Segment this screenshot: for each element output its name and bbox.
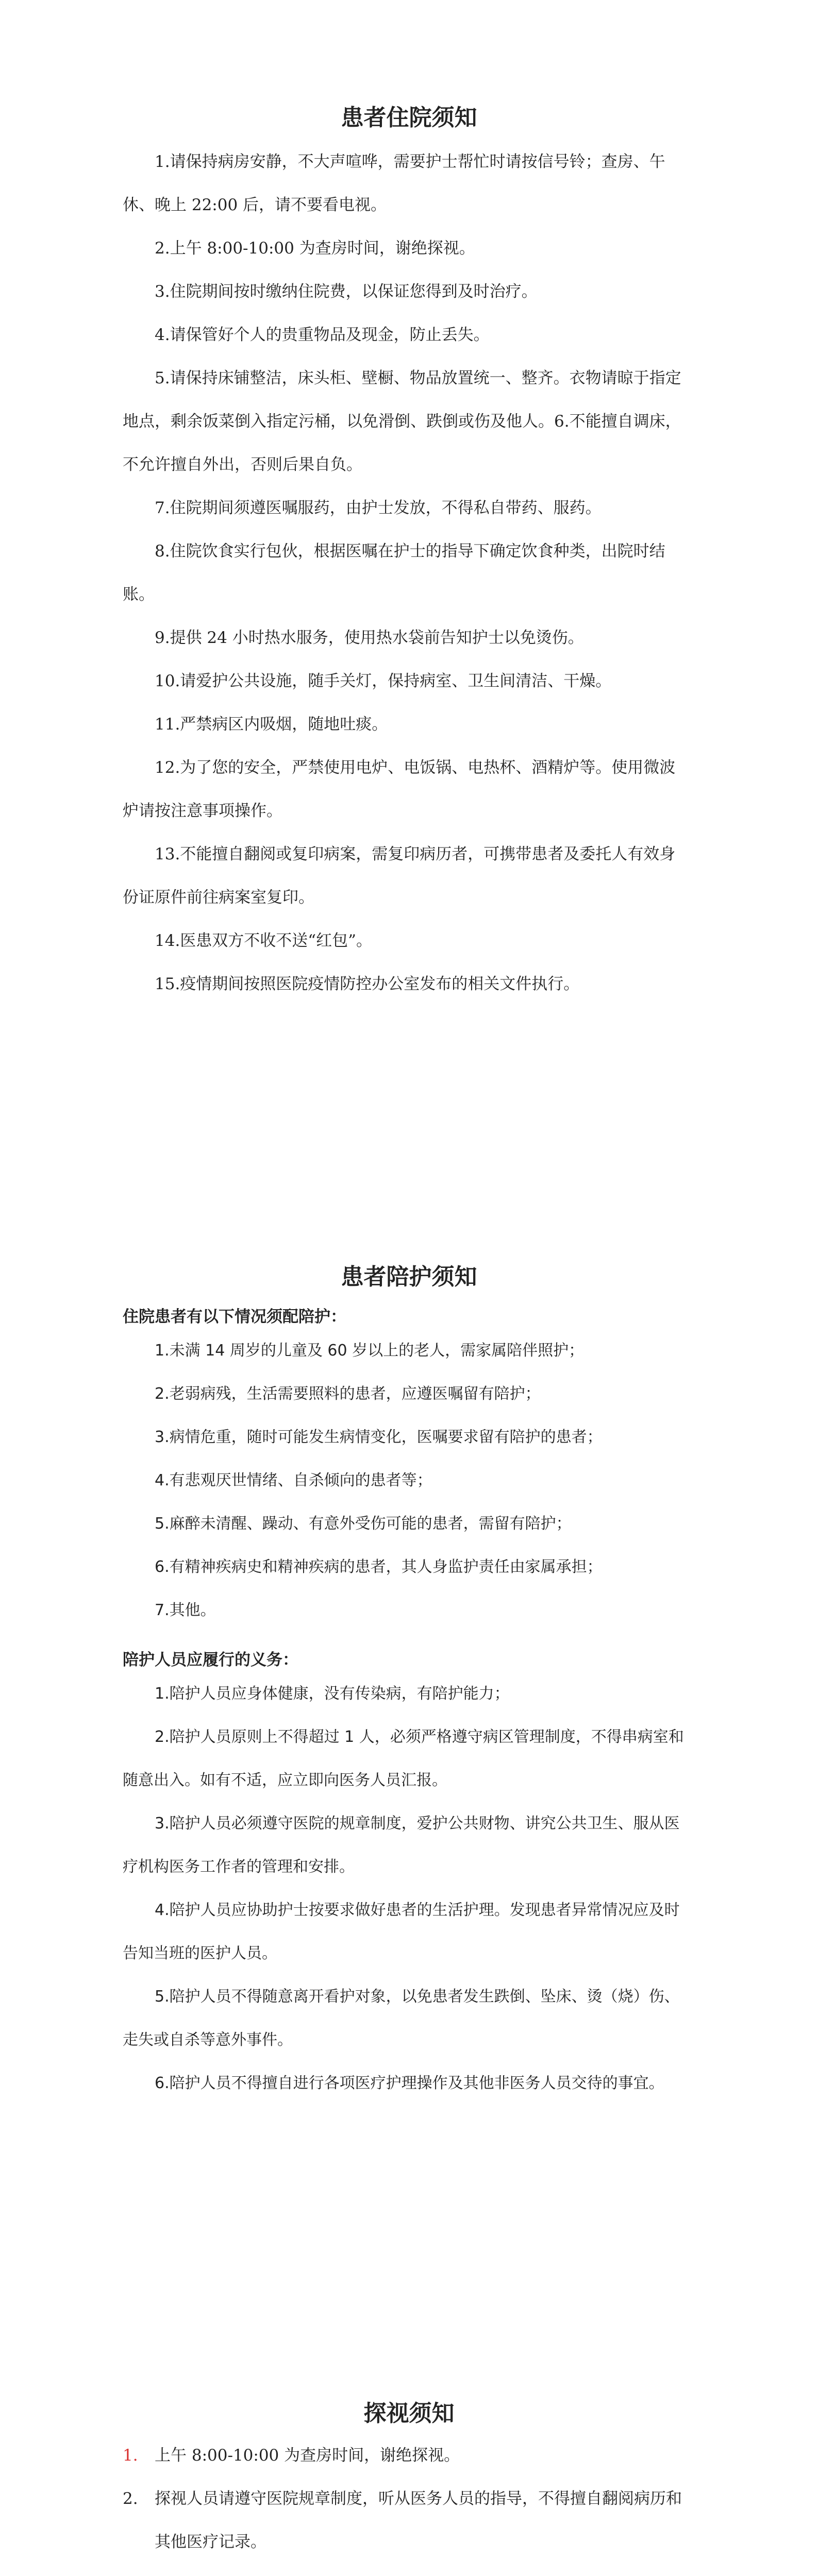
escort-duty-6: 6.陪护人员不得擅自进行各项医疗护理操作及其他非医务人员交待的事宜。: [155, 2074, 664, 2092]
visiting-rule-3-number: [123, 2564, 155, 2576]
inpatient-rule-3: 3.住院期间按时缴纳住院费，以保证您得到及时治疗。: [155, 282, 538, 301]
inpatient-rule-13: 13.不能擅自翻阅或复印病案，需复印病历者，可携带患者及委托人有效身份证原件前往病案室复印。: [123, 845, 676, 907]
escort-condition-5: 5.麻醉未清醒、躁动、有意外受伤可能的患者，需留有陪护；: [155, 1515, 572, 1533]
inpatient-rule-1: 1.请保持病房安静，不大声喧哗，需要护士帮忙时请按信号铃；查房、午休、晚上 22:00 后，请不要看电视。: [123, 152, 665, 214]
escort-condition-3: 3.病情危重，随时可能发生病情变化，医嘱要求留有陪护的患者；: [155, 1428, 603, 1446]
visiting-rule-2-number: 2.: [123, 2489, 138, 2508]
escort-duty-5: 5.陪护人员不得随意离开看护对象，以免患者发生跌倒、坠床、烫（烧）伤、走失或自杀等意外事件。: [123, 1988, 680, 2049]
escort-duties-heading: 陪护人员应履行的义务：: [123, 1651, 298, 1669]
escort-condition-6: 6.有精神疾病史和精神疾病的患者，其人身监护责任由家属承担；: [155, 1558, 603, 1576]
escort-duty-4: 4.陪护人员应协助护士按要求做好患者的生活护理。发现患者异常情况应及时告知当班的医护人员。: [123, 1901, 680, 1962]
escort-notice-title: 患者陪护须知: [341, 1264, 477, 1290]
visiting-rule-1: [123, 2434, 691, 2477]
escort-duty-2: 2.陪护人员原则上不得超过 1 人，必须严格遵守病区管理制度，不得串病室和随意出入。如有不适，应立即向医务人员汇报。: [123, 1728, 684, 1789]
visiting-rule-1-text: 上午 8:00-10:00 为查房时间，谢绝探视。: [155, 2446, 460, 2465]
visiting-rule-2: [123, 2477, 691, 2564]
inpatient-rule-12: 12.为了您的安全，严禁使用电炉、电饭锅、电热杯、酒精炉等。使用微波炉请按注意事项操作。: [123, 758, 676, 820]
inpatient-rule-9: 9.提供 24 小时热水服务，使用热水袋前告知护士以免烫伤。: [155, 629, 584, 647]
visiting-rule-2-text: 探视人员请遵守医院规章制度，听从医务人员的指导，不得擅自翻阅病历和其他医疗记录。: [155, 2489, 682, 2551]
escort-condition-4: 4.有悲观厌世情绪、自杀倾向的患者等；: [155, 1471, 432, 1489]
escort-duty-3: 3.陪护人员必须遵守医院的规章制度，爱护公共财物、讲究公共卫生、服从医疗机构医务工作者的管理和安排。: [123, 1815, 680, 1876]
inpatient-rule-10: 10.请爱护公共设施，随手关灯，保持病室、卫生间清洁、干燥。: [155, 672, 612, 690]
escort-conditions-heading: 住院患者有以下情况须配陪护：: [123, 1308, 346, 1326]
inpatient-rule-14: 14.医患双方不收不送“红包”。: [155, 931, 372, 950]
escort-condition-1: 1.未满 14 周岁的儿童及 60 岁以上的老人，需家属陪伴照护；: [155, 1342, 585, 1360]
escort-condition-7: 7.其他。: [155, 1601, 216, 1619]
escort-condition-2: 2.老弱病残，生活需要照料的患者，应遵医嘱留有陪护；: [155, 1385, 541, 1403]
visiting-rule-3: [123, 2564, 691, 2576]
inpatient-notice-title: 患者住院须知: [341, 105, 477, 131]
inpatient-rule-2: 2.上午 8:00-10:00 为查房时间，谢绝探视。: [155, 239, 475, 258]
inpatient-rule-4: 4.请保管好个人的贵重物品及现金，防止丢失。: [155, 326, 490, 344]
visiting-rule-1-number: 1.: [123, 2446, 138, 2465]
inpatient-rule-7: 7.住院期间须遵医嘱服药，由护士发放，不得私自带药、服药。: [155, 499, 602, 517]
visiting-notice-title: 探视须知: [363, 2400, 455, 2427]
inpatient-rule-11: 11.严禁病区内吸烟，随地吐痰。: [155, 715, 388, 734]
inpatient-rule-15: 15.疫情期间按照医院疫情防控办公室发布的相关文件执行。: [155, 975, 580, 993]
inpatient-rule-8: 8.住院饮食实行包伙，根据医嘱在护士的指导下确定饮食种类，出院时结账。: [123, 542, 665, 604]
inpatient-rule-5-6: 5.请保持床铺整洁，床头柜、壁橱、物品放置统一、整齐。衣物请晾于指定地点，剩余饭菜倒入指定污桶，以免滑倒、跌倒或伤及他人。6.不能擅自调床，不允许擅自外出，否则后果自负。: [123, 369, 681, 474]
escort-duty-1: 1.陪护人员应身体健康，没有传染病，有陪护能力；: [155, 1685, 510, 1703]
